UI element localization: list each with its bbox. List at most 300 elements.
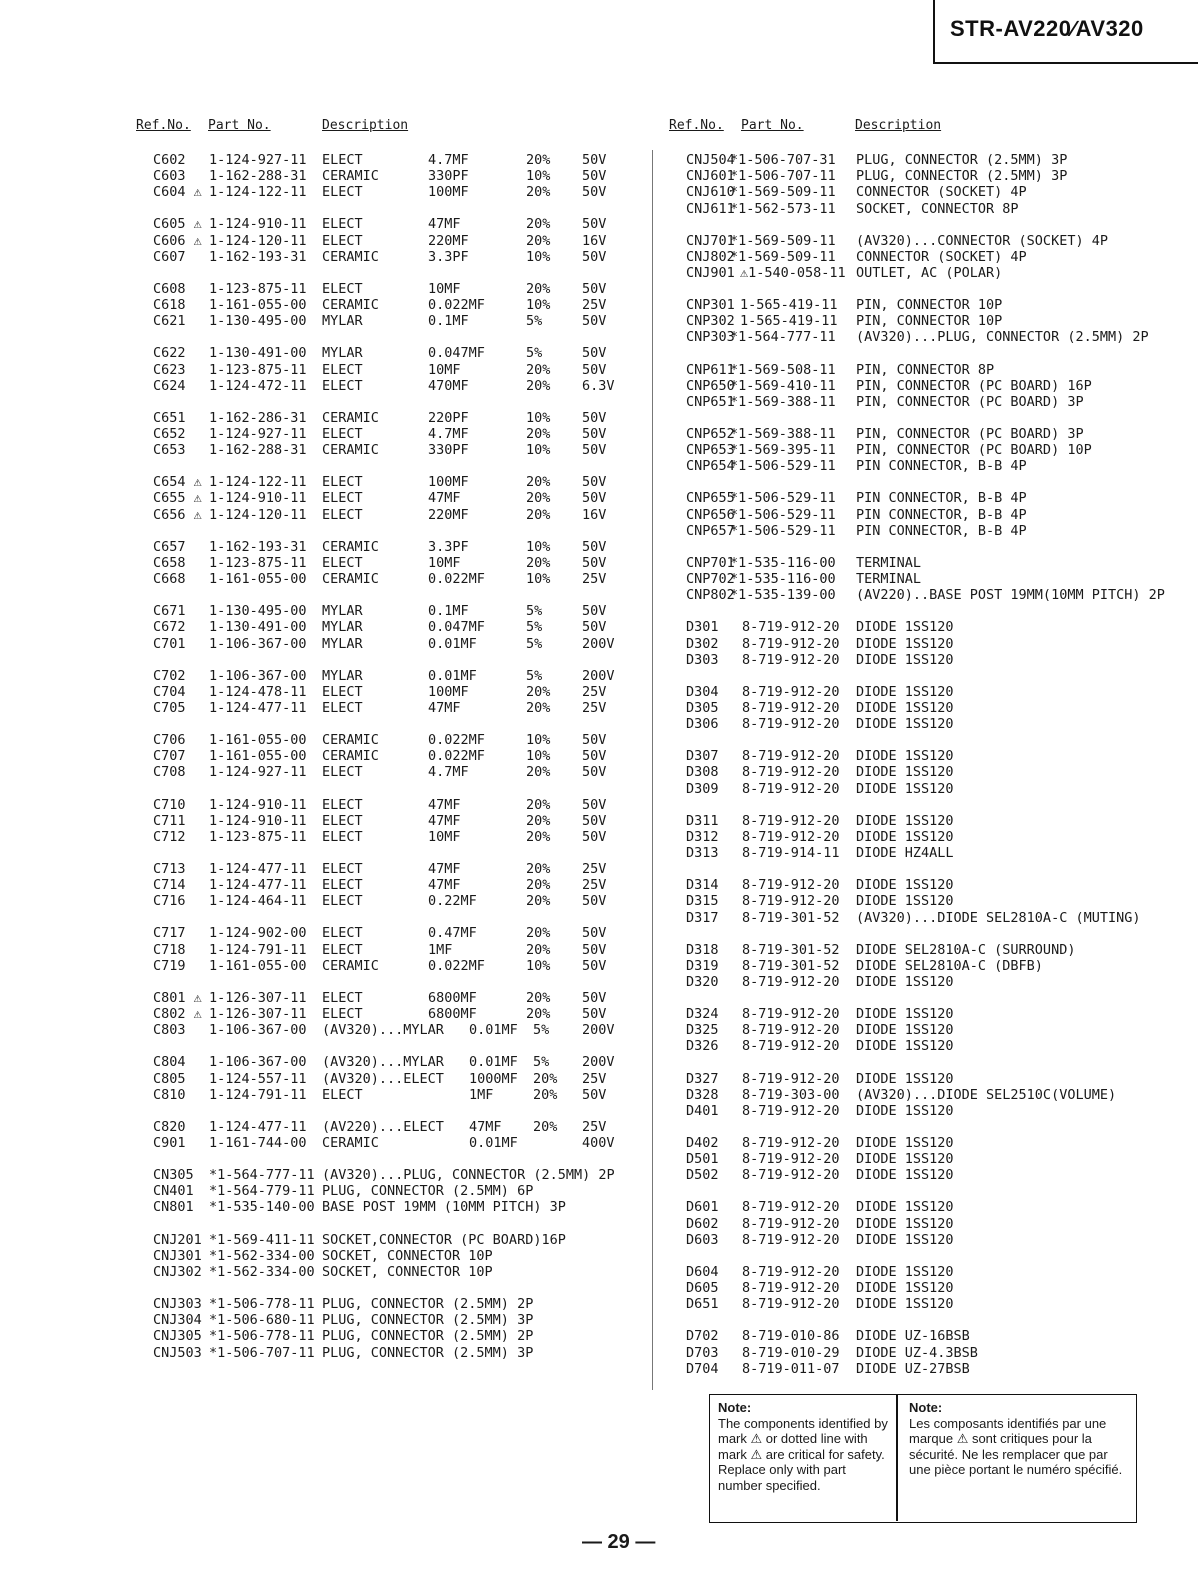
- column-header-row: [136, 118, 636, 140]
- description: DIODE 1SS120: [856, 700, 954, 716]
- ref-no: D324: [686, 1006, 719, 1023]
- part-no: 8-719-912-20: [742, 1022, 840, 1039]
- ref-no: CNP653: [686, 442, 735, 459]
- ref-no: C701: [153, 635, 186, 652]
- table-row: [669, 716, 1194, 732]
- table-row: [136, 668, 636, 684]
- description: DIODE 1SS120: [856, 1215, 954, 1232]
- table-row: [669, 571, 1194, 587]
- ref-no: D602: [686, 1215, 719, 1232]
- table-row: [136, 410, 636, 426]
- description: MYLAR: [322, 667, 363, 684]
- table-row: [669, 1135, 1194, 1151]
- part-no: 1-161-055-00: [209, 571, 307, 588]
- note-title: Note:: [909, 1400, 943, 1415]
- tolerance: 20%: [526, 280, 551, 297]
- table-row: [136, 942, 636, 958]
- voltage: 50V: [582, 442, 607, 459]
- part-no: *1-569-411-11: [209, 1231, 315, 1248]
- value: 0.01MF: [428, 635, 477, 652]
- table-row: [669, 748, 1194, 764]
- table-row: [136, 619, 636, 635]
- value: 100MF: [428, 474, 469, 491]
- ref-no: C702: [153, 667, 186, 684]
- part-no: 1-124-791-11: [209, 941, 307, 958]
- description: ELECT: [322, 683, 363, 700]
- part-no: 8-719-912-20: [742, 893, 840, 910]
- tolerance: 20%: [533, 1070, 558, 1087]
- part-no: 1-124-464-11: [209, 893, 307, 910]
- value: 0.01MF: [469, 1022, 518, 1039]
- part-no: *1-564-779-11: [209, 1183, 315, 1200]
- voltage: 16V: [582, 232, 607, 249]
- part-no: 8-719-912-20: [742, 1167, 840, 1184]
- ref-no: CNP652: [686, 426, 735, 442]
- voltage: 50V: [582, 796, 607, 813]
- part-no: *1-506-529-11: [730, 458, 836, 475]
- table-row: [669, 249, 1194, 265]
- description: ELECT: [322, 941, 363, 958]
- value: 47MF: [428, 877, 461, 894]
- ref-no: D651: [686, 1296, 719, 1313]
- table-row: [669, 201, 1194, 217]
- voltage: 50V: [582, 828, 607, 845]
- value: 4.7MF: [428, 152, 469, 168]
- part-no: 1-565-419-11: [740, 313, 838, 330]
- ref-no: C652: [153, 426, 186, 442]
- voltage: 50V: [582, 1086, 607, 1103]
- voltage: 25V: [582, 860, 607, 877]
- description: ELECT: [322, 216, 363, 233]
- description: PLUG, CONNECTOR (2.5MM) 2P: [322, 1295, 534, 1312]
- ref-no: C651: [153, 409, 186, 426]
- table-row: [136, 1264, 636, 1280]
- ref-no: C655 ⚠: [153, 490, 202, 507]
- ref-no: C654 ⚠: [153, 474, 202, 491]
- ref-no: D319: [686, 957, 719, 974]
- ref-no: CNP651: [686, 393, 735, 410]
- description: ELECT: [322, 152, 363, 168]
- table-row: [669, 1038, 1194, 1054]
- table-row: [136, 233, 636, 249]
- part-no: 1-124-477-11: [209, 1118, 307, 1135]
- description: ELECT: [322, 1006, 363, 1023]
- description: ELECT: [322, 184, 363, 201]
- description: (AV320)...MYLAR: [322, 1022, 444, 1039]
- table-row: [136, 571, 636, 587]
- header-ref-no: Ref.No.: [136, 118, 191, 133]
- table-row: [669, 1264, 1194, 1280]
- tolerance: 20%: [526, 893, 551, 910]
- part-no: 1-162-286-31: [209, 409, 307, 426]
- part-no: *1-569-509-11: [730, 184, 836, 201]
- description: ELECT: [322, 377, 363, 394]
- description: PLUG, CONNECTOR (2.5MM) 6P: [322, 1183, 534, 1200]
- voltage: 25V: [582, 297, 607, 314]
- part-no: 1-124-910-11: [209, 812, 307, 829]
- part-no: 8-719-912-20: [742, 812, 840, 829]
- voltage: 200V: [582, 1054, 615, 1071]
- table-row: [136, 764, 636, 780]
- description: (AV320)...PLUG, CONNECTOR (2.5MM) 2P: [322, 1167, 615, 1184]
- voltage: 200V: [582, 635, 615, 652]
- part-no: 1-124-120-11: [209, 232, 307, 249]
- table-row: [136, 1328, 636, 1344]
- value: 47MF: [428, 812, 461, 829]
- description: SOCKET,CONNECTOR (PC BOARD)16P: [322, 1231, 566, 1248]
- table-row: [669, 1328, 1194, 1344]
- description: DIODE 1SS120: [856, 1151, 954, 1168]
- part-no: 1-130-495-00: [209, 313, 307, 330]
- description: DIODE 1SS120: [856, 828, 954, 845]
- table-row: [136, 925, 636, 941]
- description: ELECT: [322, 490, 363, 507]
- table-row: [136, 362, 636, 378]
- table-row: [669, 877, 1194, 893]
- part-no: 8-719-010-29: [742, 1344, 840, 1361]
- voltage: 50V: [582, 957, 607, 974]
- part-no: 8-719-912-20: [742, 1199, 840, 1216]
- ref-no: CNJ201: [153, 1231, 202, 1248]
- value: 0.01MF: [469, 1054, 518, 1071]
- value: 10MF: [428, 828, 461, 845]
- description: (AV320)...PLUG, CONNECTOR (2.5MM) 2P: [856, 329, 1149, 346]
- voltage: 50V: [582, 925, 607, 942]
- table-row: [669, 394, 1194, 410]
- ref-no: D304: [686, 683, 719, 700]
- part-no: 8-719-912-20: [742, 1134, 840, 1151]
- ref-no: C713: [153, 860, 186, 877]
- tolerance: 20%: [526, 796, 551, 813]
- description: DIODE 1SS120: [856, 1296, 954, 1313]
- part-no: *1-535-139-00: [730, 587, 836, 604]
- part-no: 1-124-910-11: [209, 796, 307, 813]
- ref-no: D311: [686, 812, 719, 829]
- table-row: [669, 1087, 1194, 1103]
- ref-no: D703: [686, 1344, 719, 1361]
- table-row: [669, 1022, 1194, 1038]
- part-no: *1-569-410-11: [730, 377, 836, 394]
- parts-list-left: [136, 152, 636, 1361]
- voltage: 50V: [582, 603, 607, 620]
- table-row: [669, 458, 1194, 474]
- table-row: [669, 652, 1194, 668]
- part-no: 1-123-875-11: [209, 554, 307, 571]
- safety-note-english: [718, 1400, 890, 1493]
- description: (AV320)...CONNECTOR (SOCKET) 4P: [856, 232, 1108, 249]
- value: 0.01MF: [428, 667, 477, 684]
- ref-no: CNJ802: [686, 248, 735, 265]
- part-no: 8-719-301-52: [742, 941, 840, 958]
- ref-no: C705: [153, 700, 186, 716]
- voltage: 25V: [582, 877, 607, 894]
- ref-no: C711: [153, 812, 186, 829]
- table-row: [136, 1296, 636, 1312]
- part-no: 8-719-912-20: [742, 1038, 840, 1055]
- tolerance: 20%: [526, 377, 551, 394]
- description: PLUG, CONNECTOR (2.5MM) 3P: [322, 1312, 534, 1329]
- voltage: 200V: [582, 1022, 615, 1039]
- table-row: [669, 845, 1194, 861]
- voltage: 50V: [582, 732, 607, 749]
- part-no: 1-124-478-11: [209, 683, 307, 700]
- ref-no: CNJ701: [686, 232, 735, 249]
- ref-no: C716: [153, 893, 186, 910]
- table-row: [669, 1006, 1194, 1022]
- part-no: 1-123-875-11: [209, 361, 307, 378]
- table-row: [669, 490, 1194, 506]
- description: ELECT: [322, 893, 363, 910]
- note-divider: [896, 1394, 898, 1521]
- tolerance: 20%: [526, 152, 551, 168]
- ref-no: D308: [686, 764, 719, 781]
- tolerance: 20%: [533, 1086, 558, 1103]
- table-row: [669, 362, 1194, 378]
- ref-no: D605: [686, 1280, 719, 1297]
- ref-no: C719: [153, 957, 186, 974]
- table-row: [136, 1071, 636, 1087]
- tolerance: 20%: [526, 925, 551, 942]
- description: SOCKET, CONNECTOR 10P: [322, 1247, 493, 1264]
- description: PIN CONNECTOR, B-B 4P: [856, 506, 1027, 523]
- voltage: 50V: [582, 941, 607, 958]
- description: PIN CONNECTOR, B-B 4P: [856, 522, 1027, 539]
- description: SOCKET, CONNECTOR 10P: [322, 1263, 493, 1280]
- header-description: Description: [855, 118, 942, 133]
- part-no: 1-124-902-00: [209, 925, 307, 942]
- ref-no: D603: [686, 1231, 719, 1248]
- voltage: 25V: [582, 1070, 607, 1087]
- ref-no: C618: [153, 297, 186, 314]
- ref-no: C602: [153, 152, 186, 168]
- ref-no: D402: [686, 1134, 719, 1151]
- description: DIODE 1SS120: [856, 1038, 954, 1055]
- part-no: *1-569-388-11: [730, 426, 836, 442]
- voltage: 50V: [582, 764, 607, 781]
- part-no: 8-719-912-20: [742, 877, 840, 894]
- voltage: 25V: [582, 683, 607, 700]
- ref-no: D305: [686, 700, 719, 716]
- table-row: [669, 378, 1194, 394]
- part-no: 1-124-910-11: [209, 216, 307, 233]
- table-row: [669, 619, 1194, 635]
- voltage: 50V: [582, 989, 607, 1006]
- part-no: 1-130-491-00: [209, 345, 307, 362]
- table-row: [669, 1361, 1194, 1377]
- ref-no: D328: [686, 1086, 719, 1103]
- description: DIODE 1SS120: [856, 651, 954, 668]
- tolerance: 5%: [526, 603, 543, 620]
- ref-no: CNP802: [686, 587, 735, 604]
- tolerance: 5%: [526, 667, 543, 684]
- description: DIODE 1SS120: [856, 635, 954, 652]
- part-no: 8-719-912-20: [742, 1296, 840, 1313]
- part-no: 8-719-912-20: [742, 683, 840, 700]
- voltage: 50V: [582, 1006, 607, 1023]
- value: 10MF: [428, 361, 461, 378]
- value: 0.022MF: [428, 748, 485, 765]
- part-no: 1-162-288-31: [209, 168, 307, 185]
- value: 470MF: [428, 377, 469, 394]
- ref-no: D318: [686, 941, 719, 958]
- voltage: 6.3V: [582, 377, 615, 394]
- description: DIODE 1SS120: [856, 716, 954, 733]
- part-no: 8-719-303-00: [742, 1086, 840, 1103]
- part-no: 1-565-419-11: [740, 297, 838, 314]
- value: 47MF: [428, 796, 461, 813]
- ref-no: CNP302: [686, 313, 735, 330]
- description: DIODE 1SS120: [856, 780, 954, 797]
- description: PIN, CONNECTOR 10P: [856, 313, 1003, 330]
- description: TERMINAL: [856, 554, 922, 571]
- ref-no: C704: [153, 683, 186, 700]
- part-no: 8-719-301-52: [742, 957, 840, 974]
- ref-no: C802 ⚠: [153, 1006, 202, 1023]
- table-row: [136, 345, 636, 361]
- ref-no: CNP702: [686, 571, 735, 588]
- header-part-no: Part No.: [741, 118, 804, 133]
- description: PIN CONNECTOR, B-B 4P: [856, 490, 1027, 507]
- part-no: 1-162-193-31: [209, 248, 307, 265]
- ref-no: D301: [686, 619, 719, 636]
- ref-no: D401: [686, 1102, 719, 1119]
- part-no: 8-719-011-07: [742, 1360, 840, 1377]
- table-row: [669, 442, 1194, 458]
- description: (AV320)...DIODE SEL2510C(VOLUME): [856, 1086, 1117, 1103]
- table-row: [669, 1232, 1194, 1248]
- voltage: 50V: [582, 168, 607, 185]
- ref-no: C604 ⚠: [153, 184, 202, 201]
- part-no: 1-123-875-11: [209, 280, 307, 297]
- part-no: *1-569-508-11: [730, 361, 836, 378]
- description: PLUG, CONNECTOR (2.5MM) 2P: [322, 1328, 534, 1345]
- table-row: [136, 748, 636, 764]
- part-no: 8-719-912-20: [742, 1231, 840, 1248]
- ref-no: CN401: [153, 1183, 194, 1200]
- voltage: 50V: [582, 361, 607, 378]
- ref-no: C708: [153, 764, 186, 781]
- description: (AV220)...ELECT: [322, 1118, 444, 1135]
- ref-no: C820: [153, 1118, 186, 1135]
- description: ELECT: [322, 700, 363, 716]
- ref-no: D325: [686, 1022, 719, 1039]
- description: ELECT: [322, 474, 363, 491]
- ref-no: CNJ610: [686, 184, 735, 201]
- table-row: [669, 910, 1194, 926]
- ref-no: CNJ301: [153, 1247, 202, 1264]
- tolerance: 20%: [526, 700, 551, 716]
- voltage: 50V: [582, 184, 607, 201]
- tolerance: 20%: [533, 1118, 558, 1135]
- description: ELECT: [322, 764, 363, 781]
- table-row: [669, 523, 1194, 539]
- value: 6800MF: [428, 1006, 477, 1023]
- part-no: 1-126-307-11: [209, 1006, 307, 1023]
- description: PIN, CONNECTOR (PC BOARD) 10P: [856, 442, 1092, 459]
- tolerance: 10%: [526, 957, 551, 974]
- description: MYLAR: [322, 603, 363, 620]
- description: DIODE 1SS120: [856, 1280, 954, 1297]
- ref-no: C801 ⚠: [153, 989, 202, 1006]
- part-no: *1-535-116-00: [730, 554, 836, 571]
- description: PIN, CONNECTOR (PC BOARD) 3P: [856, 393, 1084, 410]
- table-row: [136, 168, 636, 184]
- part-no: 8-719-912-20: [742, 635, 840, 652]
- table-row: [136, 507, 636, 523]
- part-no: 1-162-193-31: [209, 538, 307, 555]
- tolerance: 20%: [526, 426, 551, 442]
- table-row: [136, 877, 636, 893]
- value: 0.047MF: [428, 345, 485, 362]
- description: (AV220)..BASE POST 19MM(10MM PITCH) 2P: [856, 587, 1165, 604]
- tolerance: 20%: [526, 216, 551, 233]
- table-row: [136, 1248, 636, 1264]
- ref-no: CNJ303: [153, 1295, 202, 1312]
- tolerance: 20%: [526, 490, 551, 507]
- part-no: *1-506-529-11: [730, 522, 836, 539]
- voltage: 50V: [582, 409, 607, 426]
- tolerance: 5%: [526, 313, 543, 330]
- table-row: [136, 636, 636, 652]
- table-row: [136, 1006, 636, 1022]
- ref-no: CNJ302: [153, 1263, 202, 1280]
- value: 0.01MF: [469, 1134, 518, 1151]
- ref-no: C608: [153, 280, 186, 297]
- tolerance: 20%: [526, 683, 551, 700]
- ref-no: C710: [153, 796, 186, 813]
- table-row: [136, 990, 636, 1006]
- description: DIODE UZ-4.3BSB: [856, 1344, 978, 1361]
- table-row: [669, 781, 1194, 797]
- ref-no: D702: [686, 1328, 719, 1345]
- table-row: [136, 893, 636, 909]
- table-row: [669, 764, 1194, 780]
- ref-no: C672: [153, 619, 186, 636]
- description: ELECT: [322, 877, 363, 894]
- description: CERAMIC: [322, 1134, 379, 1151]
- description: CERAMIC: [322, 409, 379, 426]
- description: PLUG, CONNECTOR (2.5MM) 3P: [856, 152, 1068, 168]
- table-row: [669, 426, 1194, 442]
- table-row: [136, 700, 636, 716]
- description: DIODE 1SS120: [856, 764, 954, 781]
- tolerance: 20%: [526, 506, 551, 523]
- description: CERAMIC: [322, 571, 379, 588]
- part-no: *1-562-334-00: [209, 1247, 315, 1264]
- description: ELECT: [322, 989, 363, 1006]
- voltage: 50V: [582, 313, 607, 330]
- table-row: [669, 1103, 1194, 1119]
- description: PIN CONNECTOR, B-B 4P: [856, 458, 1027, 475]
- table-row: [669, 974, 1194, 990]
- part-no: 8-719-912-20: [742, 1215, 840, 1232]
- part-no: 1-124-927-11: [209, 426, 307, 442]
- table-row: [136, 1199, 636, 1215]
- voltage: 200V: [582, 667, 615, 684]
- part-no: *1-506-778-11: [209, 1328, 315, 1345]
- description: PIN, CONNECTOR (PC BOARD) 3P: [856, 426, 1084, 442]
- table-row: [669, 233, 1194, 249]
- table-row: [669, 700, 1194, 716]
- value: 0.022MF: [428, 732, 485, 749]
- part-no: 1-124-927-11: [209, 152, 307, 168]
- ref-no: C714: [153, 877, 186, 894]
- part-no: 8-719-914-11: [742, 845, 840, 862]
- table-row: [136, 297, 636, 313]
- description: DIODE 1SS120: [856, 1199, 954, 1216]
- part-no: 1-130-495-00: [209, 603, 307, 620]
- ref-no: CNP701: [686, 554, 735, 571]
